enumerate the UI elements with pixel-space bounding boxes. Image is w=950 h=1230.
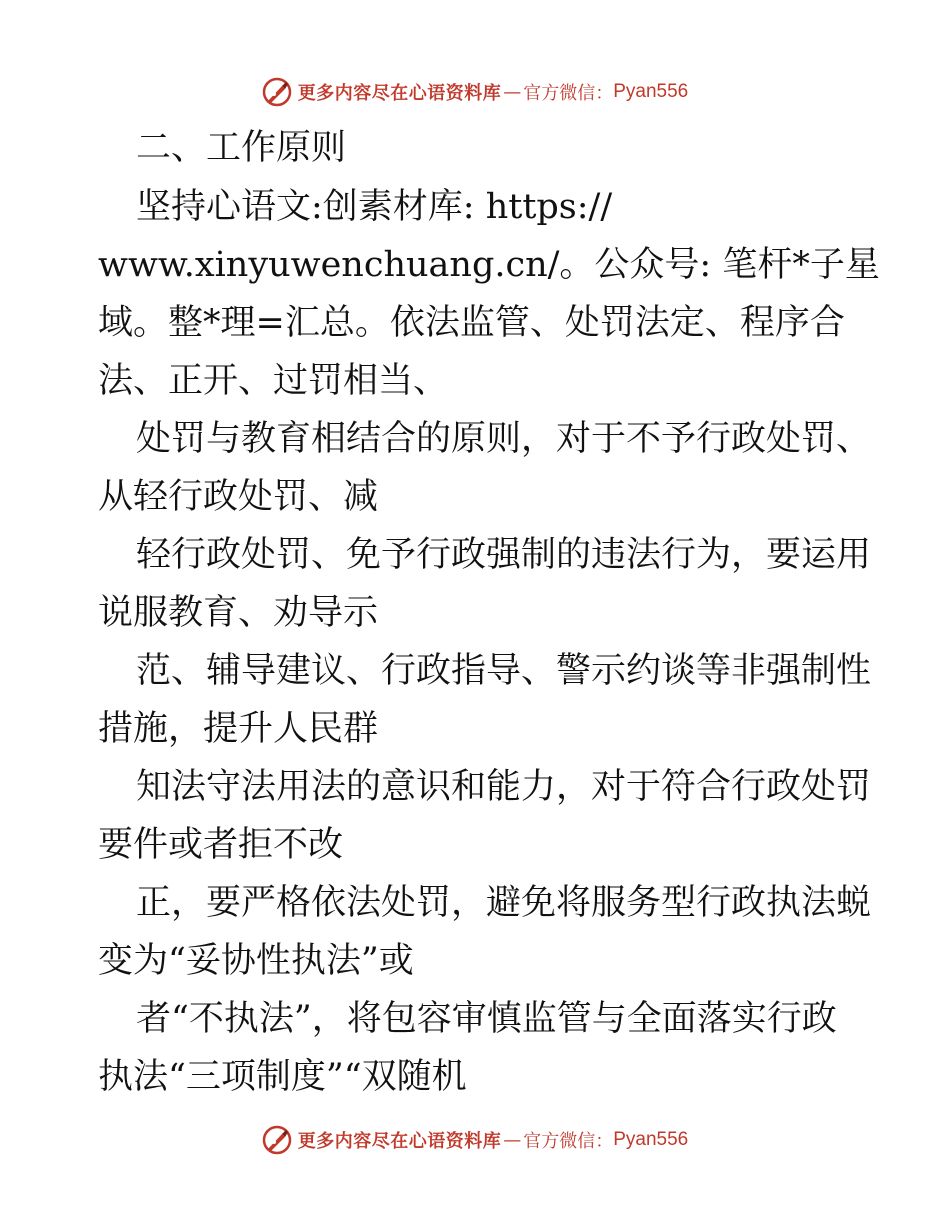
text-line: 者“不执法”，将包容审慎监管与全面落实行政 bbox=[136, 999, 837, 1039]
text-line: 要件或者拒不改 bbox=[98, 825, 344, 865]
text-line: 范、辅导建议、行政指导、警示约谈等非强制性 bbox=[136, 651, 872, 691]
text-line: 从轻行政处罚、减 bbox=[98, 477, 379, 517]
footer-banner bbox=[0, 1120, 950, 1160]
text-line: 说服教育、劝导示 bbox=[98, 593, 379, 633]
text-line: www.xinyuwenchuang.cn/。公众号: 笔杆*子星 bbox=[98, 245, 880, 285]
text-line: 法、正开、过罚相当、 bbox=[98, 361, 449, 401]
banner-separator: — bbox=[503, 81, 522, 103]
banner-wechat-id: Pyan556 bbox=[613, 81, 689, 102]
text-line: 知法守法用法的意识和能力，对于符合行政处罚 bbox=[136, 767, 872, 807]
section-heading: 二、工作原则 bbox=[136, 128, 347, 168]
banner-wechat-id: Pyan556 bbox=[613, 1129, 689, 1150]
banner-official-label: 官方微信： bbox=[523, 1131, 614, 1152]
banner-brand-text: 更多内容尽在心语资料库 bbox=[297, 1131, 502, 1152]
text-line: 措施，提升人民群 bbox=[98, 709, 379, 749]
text-line: 处罚与教育相结合的原则，对于不予行政处罚、 bbox=[136, 419, 872, 459]
text-line: 正，要严格依法处罚，避免将服务型行政执法蜕 bbox=[136, 883, 872, 923]
pen-logo-icon bbox=[262, 77, 292, 107]
banner-separator: — bbox=[503, 1129, 522, 1151]
header-banner bbox=[0, 72, 950, 112]
text-line: 域。整*理=汇总。依法监管、处罚法定、程序合 bbox=[98, 303, 845, 343]
banner-brand-text: 更多内容尽在心语资料库 bbox=[297, 83, 502, 104]
text-line: 轻行政处罚、免予行政强制的违法行为，要运用 bbox=[136, 535, 872, 575]
text-line: 变为“妥协性执法”或 bbox=[98, 941, 414, 981]
banner-official-label: 官方微信： bbox=[523, 83, 614, 104]
text-line: 执法“三项制度”“双随机 bbox=[98, 1057, 467, 1097]
text-line: 坚持心语文:创素材库: https:// bbox=[136, 187, 613, 227]
pen-logo-icon bbox=[262, 1125, 292, 1155]
